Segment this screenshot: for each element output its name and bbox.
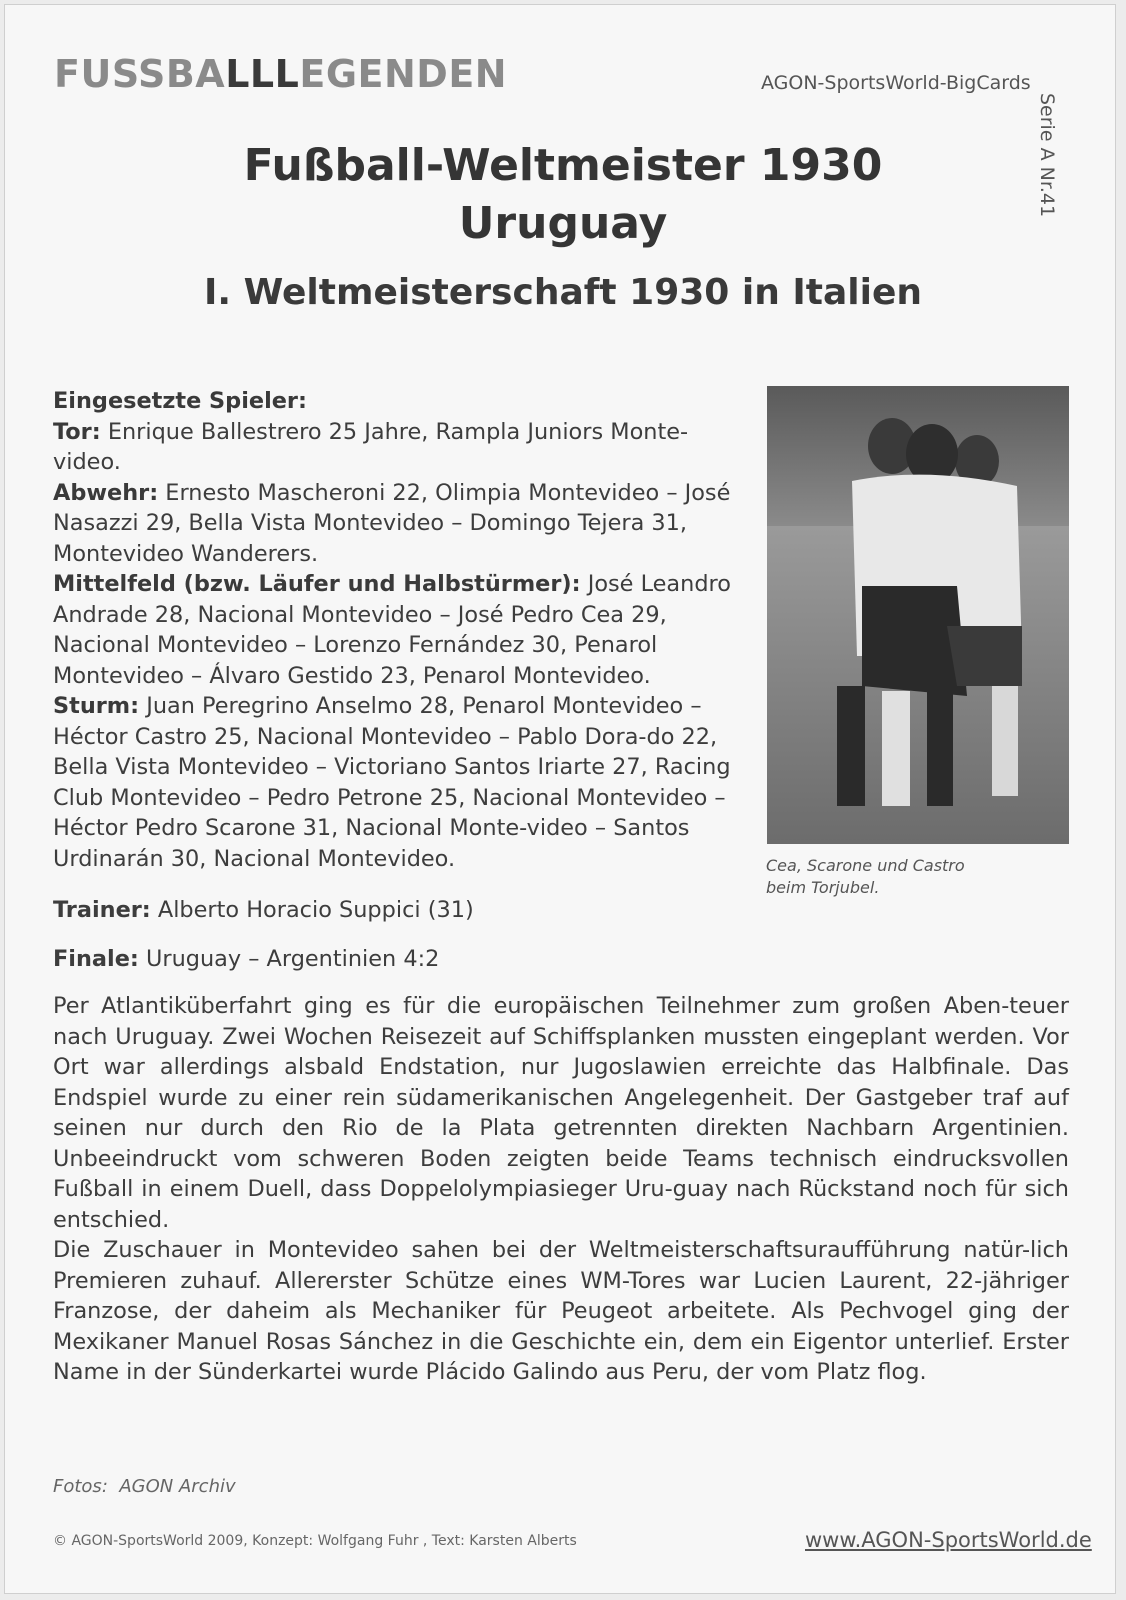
photo-credit-label: Fotos: xyxy=(53,1476,108,1497)
series-number: Serie A Nr.41 xyxy=(1036,93,1058,218)
player-group xyxy=(53,478,753,570)
player-group xyxy=(53,417,753,478)
logo-part-2: LLL xyxy=(225,52,300,96)
page-subtitle: I. Weltmeisterschaft 1930 in Italien xyxy=(203,272,922,313)
player-group-text: Juan Peregrino Anselmo 28, Penarol Montevideo – Héctor Castro 25, Nacional Montevideo – Pablo Dora-do 22, Bella Vista Montevideo – Victoriano Santos Iriarte 27, Racing Club Montevideo – Pedro Petrone 25, Nacional Montevideo – Héctor Pedro Scarone 31, Nacional Monte-video – Santos Urdinarán 30, Nacional Montevideo. xyxy=(53,693,731,872)
finale-text: Uruguay – Argentinien 4:2 xyxy=(145,946,440,972)
body-paragraph: Per Atlantiküberfahrt ging es für die europäischen Teilnehmer zum großen Aben-teuer nach Uruguay. Zwei Wochen Reisezeit auf Schiffsplanken mussten eingeplant werden. Vor Ort war allerdings alsbald Endstation, nur Jugoslawien erreichte das Halbfinale. Das Endspiel wurde zu einer rein südamerikanischen Angelegenheit. Der Gastgeber traf auf seinen nur durch den Rio de la Plata getrennten direkten Nachbarn Argentinien. Unbeeindruckt vom schweren Boden zeigten beide Teams technisch eindrucksvollen Fußball in einem Duell, dass Doppelolympiasieger Uru-guay nach Rückstand noch für sich entschied. xyxy=(53,993,1069,1233)
player-group-text: Enrique Ballestrero 25 Jahre, Rampla Juniors Monte-video. xyxy=(53,418,689,475)
brand-logo xyxy=(54,52,507,96)
player-group xyxy=(53,691,753,874)
player-group-label: Sturm: xyxy=(53,693,140,719)
trainer-line xyxy=(53,897,474,923)
trainer-label: Trainer: xyxy=(53,897,151,923)
photo-caption xyxy=(766,855,996,899)
players-section xyxy=(53,386,753,874)
logo-part-3: EGENDEN xyxy=(299,52,508,96)
page-title-country: Uruguay xyxy=(458,198,668,249)
player-group xyxy=(53,569,753,691)
caption-line-2: beim Torjubel. xyxy=(766,878,880,897)
photo-credit xyxy=(53,1476,236,1497)
player-group-text: José Leandro Andrade 28, Nacional Montevideo – José Pedro Cea 29, Nacional Montevideo – Lorenzo Fernández 30, Penarol Montevideo – Álvaro Gestido 23, Penarol Montevideo. xyxy=(53,571,731,689)
body-text xyxy=(53,991,1069,1388)
players-heading: Eingesetzte Spieler: xyxy=(53,388,307,414)
team-photo xyxy=(767,386,1069,844)
finale-label: Finale: xyxy=(53,946,139,972)
body-paragraph: Die Zuschauer in Montevideo sahen bei der Weltmeisterschaftsuraufführung natür-lich Premieren zuhauf. Allererster Schütze eines WM-Tores war Lucien Laurent, 22-jähriger Franzose, der daheim als Mechaniker für Peugeot arbeitete. Als Pechvogel ging der Mexikaner Manuel Rosas Sánchez in die Geschichte ein, dem ein Eigentor unterlief. Erster Name in der Sünderkartei wurde Plácido Galindo aus Peru, der vom Platz flog. xyxy=(53,1237,1069,1385)
player-group-text: Ernesto Mascheroni 22, Olimpia Montevideo – José Nasazzi 29, Bella Vista Montevideo – Domingo Tejera 31, Montevideo Wanderers. xyxy=(53,479,731,567)
photo-credit-source: AGON Archiv xyxy=(119,1476,236,1497)
trainer-text: Alberto Horacio Suppici (31) xyxy=(157,897,474,923)
website-link[interactable]: www.AGON-SportsWorld.de xyxy=(805,1528,1092,1552)
copyright: © AGON-SportsWorld 2009, Konzept: Wolfgang Fuhr , Text: Karsten Alberts xyxy=(53,1533,577,1549)
logo-part-1: FUSSBA xyxy=(54,52,226,96)
player-group-label: Tor: xyxy=(53,418,101,445)
player-group-label: Abwehr: xyxy=(53,479,159,506)
series-name: AGON-SportsWorld-BigCards xyxy=(761,72,1031,94)
caption-line-1: Cea, Scarone und Castro xyxy=(766,856,965,875)
page-title: Fußball-Weltmeister 1930 xyxy=(243,140,883,191)
player-group-label: Mittelfeld (bzw. Läufer und Halbstürmer): xyxy=(53,571,581,597)
finale-line xyxy=(53,946,439,972)
